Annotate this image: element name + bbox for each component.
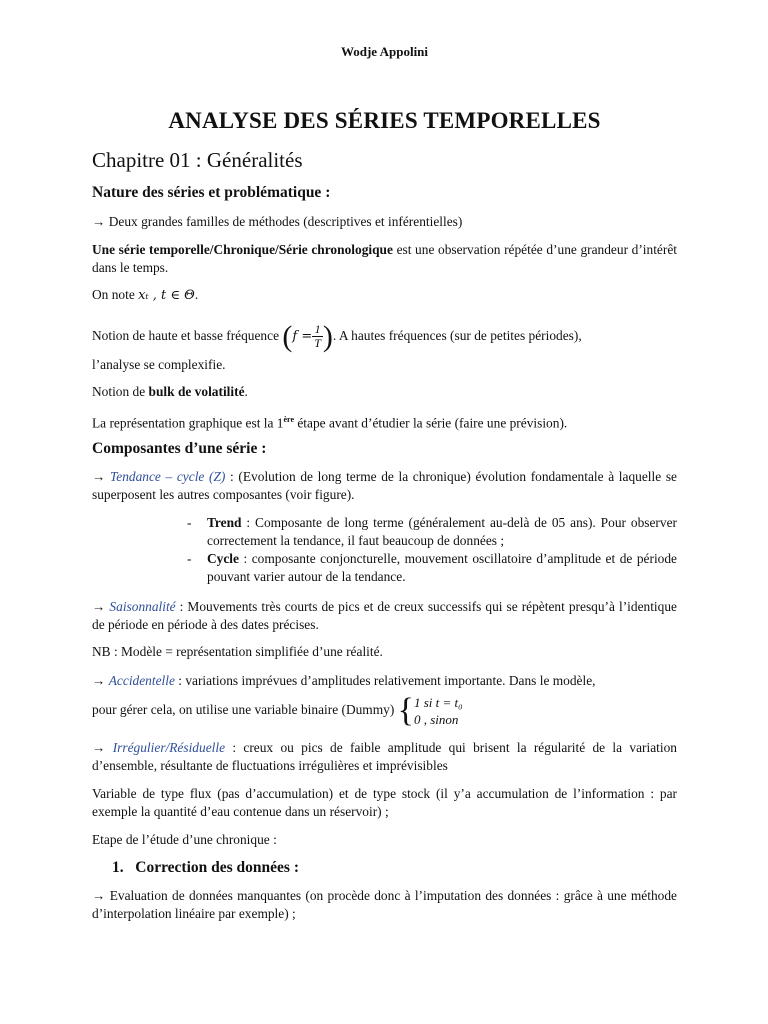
frequency-formula: f = bbox=[292, 329, 313, 344]
list-item bbox=[187, 514, 677, 550]
arrow-icon: → bbox=[92, 740, 113, 755]
paragraph-accidentelle bbox=[92, 672, 677, 690]
bullet-text: : Composante de long terme (généralement au-delà de 05 ans). Pour observer correctement la tendance, il faut beaucoup de données ; bbox=[207, 515, 677, 548]
dummy-cases bbox=[414, 694, 463, 728]
definition-text: est une observation répétée d’une grandeur d’intérêt dans le temps. bbox=[92, 242, 677, 275]
paragraph-definition bbox=[92, 241, 677, 277]
bulk-term: bulk de volatilité bbox=[148, 384, 245, 399]
paragraph-notation bbox=[92, 286, 677, 305]
frequency-suffix: . A hautes fréquences (sur de petites périodes), bbox=[332, 328, 582, 343]
section-heading-nature: Nature des séries et problématique : bbox=[92, 184, 331, 201]
chapter-title: Chapitre 01 : Généralités bbox=[92, 148, 303, 172]
bullet-text: : composante conjoncturelle, mouvement oscillatoire d’amplitude et de période pouvant varier autour de la tendance. bbox=[207, 551, 677, 584]
saisonnalite-text: : Mouvements très courts de pics et de creux successifs qui se répètent presqu’à l’identique de période en période à des dates précises. bbox=[92, 599, 677, 632]
document-title: ANALYSE DES SÉRIES TEMPORELLES bbox=[168, 108, 601, 133]
section-number-text: 1. bbox=[112, 859, 124, 876]
fraction-denominator: T bbox=[314, 336, 321, 351]
paragraph-nb: NB : Modèle = représentation simplifiée d’une réalité. bbox=[92, 644, 383, 659]
paragraph-families: → Deux grandes familles de méthodes (descriptives et inférentielles) bbox=[92, 214, 463, 229]
paren-left: ( bbox=[282, 319, 293, 353]
notation-suffix: . bbox=[194, 287, 199, 302]
section-number bbox=[112, 859, 299, 877]
paragraph-bulk bbox=[92, 383, 677, 401]
graphic-suffix: étape avant d’étudier la série (faire une prévision). bbox=[294, 415, 568, 431]
accidentelle-label: Accidentelle bbox=[108, 673, 175, 688]
notation-prefix: On note bbox=[92, 287, 139, 302]
irregulier-label: Irrégulier/Résiduelle bbox=[112, 740, 226, 755]
graphic-prefix: La représentation graphique est la 1 bbox=[92, 415, 284, 431]
paragraph-irregulier bbox=[92, 739, 677, 775]
arrow-icon: → bbox=[92, 673, 109, 688]
bullet-term: Trend bbox=[207, 515, 242, 530]
saisonnalite-label: Saisonnalité bbox=[109, 599, 176, 614]
dummy-text: pour gérer cela, on utilise une variable binaire (Dummy) bbox=[92, 702, 395, 717]
accidentelle-text: : variations imprévues d’amplitudes relativement importante. Dans le modèle, bbox=[174, 673, 596, 688]
bullet-list bbox=[187, 514, 677, 586]
paragraph-flux-stock: Variable de type flux (pas d’accumulation) et de type stock (il y’a accumulation de l’information : par exemple la quantité d’eau contenue dans un réservoir) ; bbox=[92, 786, 677, 819]
frequency-fraction bbox=[312, 323, 323, 350]
dummy-case-2: 0 , sinon bbox=[413, 711, 459, 727]
paragraph-frequency bbox=[92, 316, 677, 356]
frequency-prefix: Notion de haute et basse fréquence bbox=[92, 328, 280, 343]
dummy-case-1: 1 si t = t₀ bbox=[413, 694, 463, 710]
section-heading-composantes: Composantes d’une série : bbox=[92, 440, 267, 457]
paragraph-frequency-line2: l’analyse se complexifie. bbox=[92, 357, 226, 372]
paragraph-tendance bbox=[92, 468, 677, 504]
fraction-numerator: 1 bbox=[312, 323, 323, 337]
tendance-label: Tendance – cycle (Z) bbox=[110, 469, 226, 484]
list-item bbox=[187, 550, 677, 586]
paragraph-etape: Etape de l’étude d’une chronique : bbox=[92, 832, 277, 847]
tendance-text: : (Evolution de long terme de la chronique) évolution fondamentale à laquelle se superposent les autres composantes (voir figure). bbox=[92, 469, 677, 502]
paragraph-graphic bbox=[92, 411, 677, 432]
irregulier-text: : creux ou pics de faible amplitude qui brisent la régularité de la variation d’ensemble, résultante de fluctuations irrégulières et imprévisibles bbox=[92, 740, 677, 773]
graphic-sup: ère bbox=[283, 415, 294, 424]
arrow-icon: → bbox=[92, 599, 110, 614]
notation-math: xₜ , t ∈ Θ bbox=[138, 288, 195, 303]
bullet-dash: - bbox=[187, 515, 192, 530]
author-name: Wodje Appolini bbox=[340, 44, 429, 59]
brace-left: { bbox=[397, 691, 414, 729]
arrow-icon: → bbox=[92, 469, 111, 484]
paragraph-saisonnalite bbox=[92, 598, 677, 634]
definition-term: Une série temporelle/Chronique/Série chronologique bbox=[92, 242, 393, 257]
section-heading-correction: Correction des données : bbox=[135, 859, 299, 876]
paren-right: ) bbox=[322, 319, 333, 353]
bullet-dash: - bbox=[187, 551, 192, 566]
paragraph-accidentelle-line2 bbox=[92, 690, 677, 730]
bulk-prefix: Notion de bbox=[92, 384, 149, 399]
bullet-term: Cycle bbox=[207, 551, 239, 566]
bulk-suffix: . bbox=[244, 384, 248, 399]
paragraph-evaluation: → Evaluation de données manquantes (on procède donc à l’imputation des données : grâce à une méthode d’interpolation linéaire par exemple) ; bbox=[92, 888, 677, 921]
